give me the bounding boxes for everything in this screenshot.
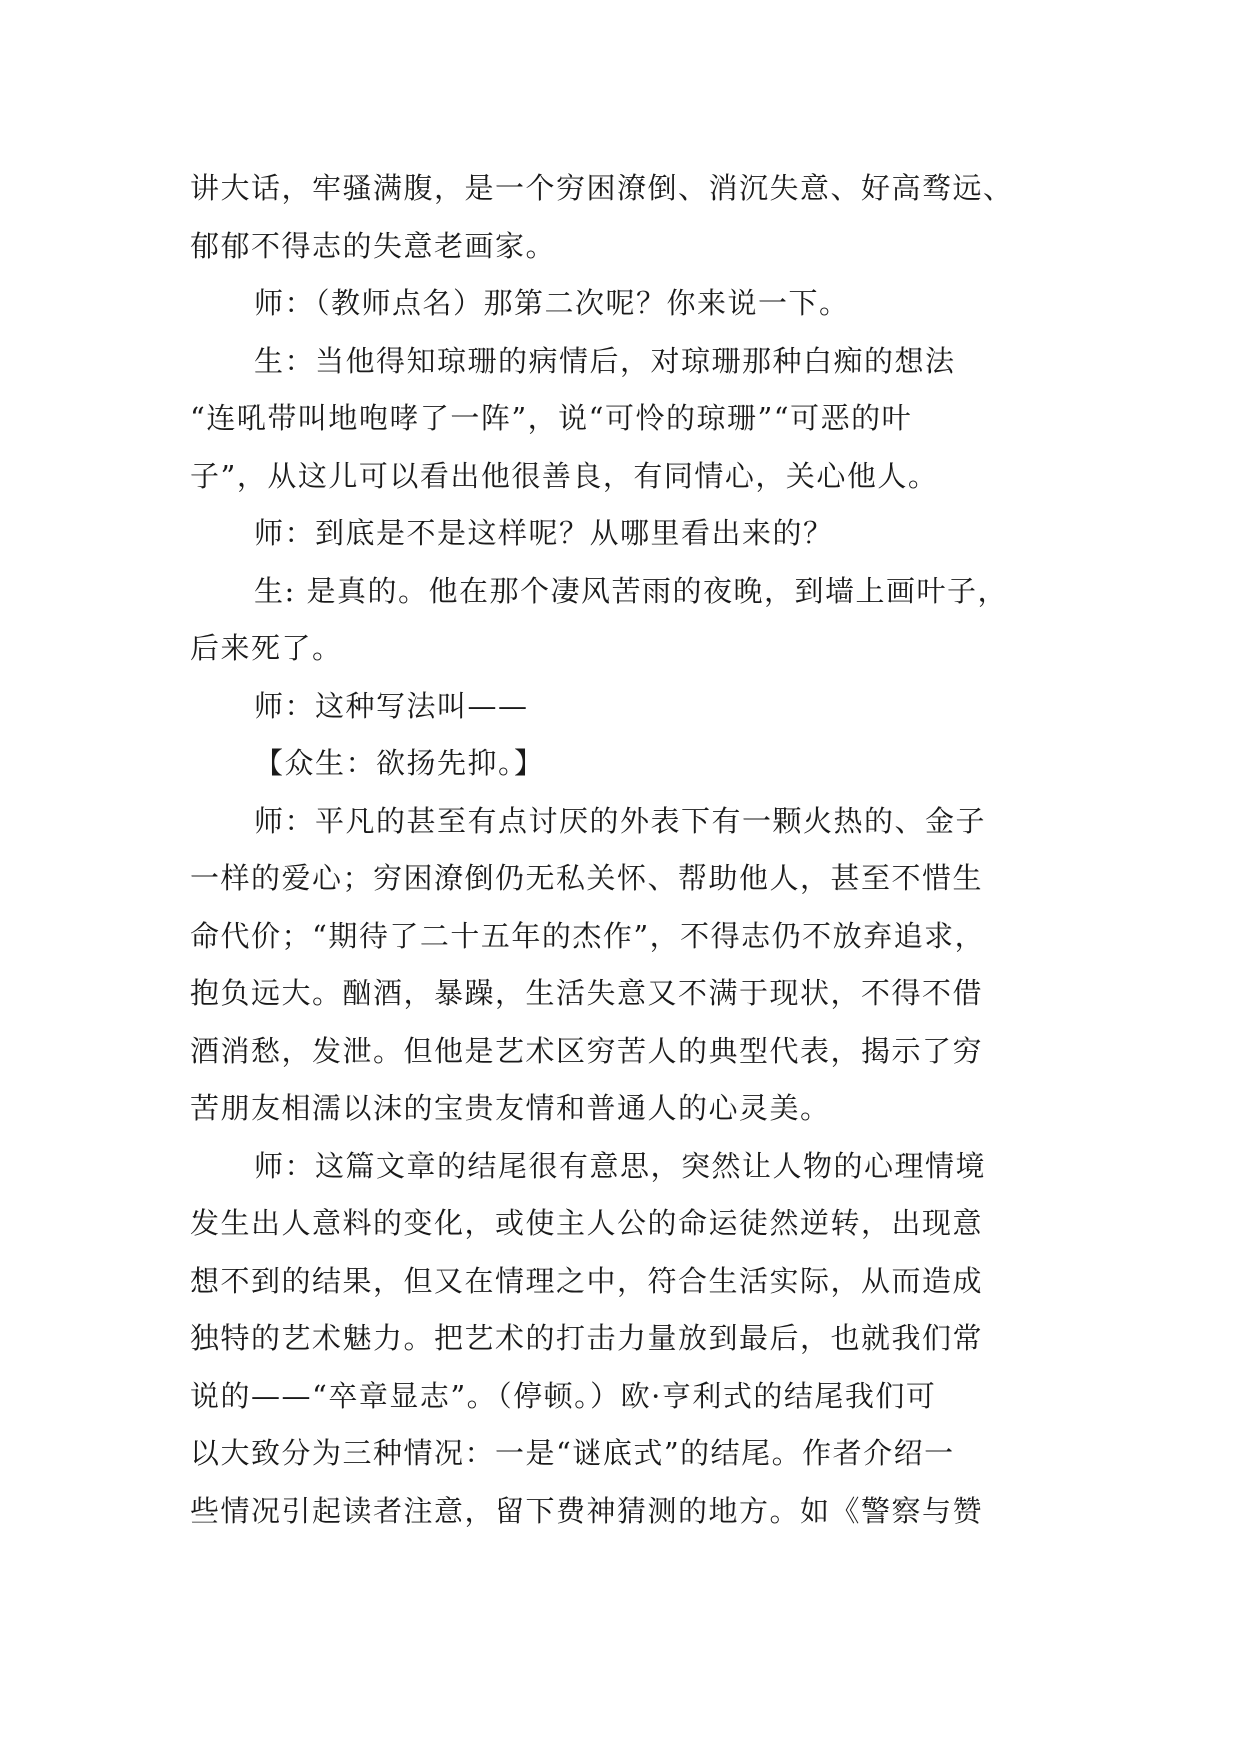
body-text — [190, 160, 1060, 1540]
text-line: 师：这篇文章的结尾很有意思，突然让人物的心理情境 — [254, 1148, 987, 1183]
text-line: 些情况引起读者注意，留下费神猜测的地方。如《警察与赞 — [190, 1493, 984, 1528]
text-line: 独特的艺术魅力。把艺术的打击力量放到最后，也就我们常 — [190, 1321, 984, 1355]
text-line: 生: 是真的。他在那个凄风苦雨的夜晚，到墙上画叶子， — [254, 573, 1008, 608]
text-line: “连吼带叫地咆哮了一阵”，说“可怜的琼珊”“可恶的叶 — [190, 401, 913, 435]
text-line: 生：当他得知琼珊的病情后，对琼珊那种白痴的想法 — [254, 343, 956, 378]
text-line: 命代价；“期待了二十五年的杰作”，不得志仍不放弃追求， — [190, 918, 986, 953]
text-line: 后来死了。 — [190, 631, 343, 665]
text-line: 郁郁不得志的失意老画家。 — [190, 228, 557, 263]
text-line: 以大致分为三种情况：一是“谜底式”的结尾。作者介绍一 — [190, 1436, 955, 1470]
text-line: 师：到底是不是这样呢？从哪里看出来的？ — [254, 516, 834, 550]
text-line: 一样的爱心；穷困潦倒仍无私关怀、帮助他人，甚至不惜生 — [190, 861, 984, 895]
text-line: 师：这种写法叫—— — [254, 688, 529, 723]
text-line: 子”，从这儿可以看出他很善良，有同情心，关心他人。 — [190, 458, 939, 493]
text-line: 讲大话，牢骚满腹，是一个穷困潦倒、消沉失意、好高骛远、 — [190, 171, 1014, 205]
text-line: 苦朋友相濡以沫的宝贵友情和普通人的心灵美。 — [190, 1091, 831, 1125]
text-line: 师：平凡的甚至有点讨厌的外表下有一颗火热的、金子 — [254, 803, 987, 838]
text-line: 抱负远大。酗酒，暴躁，生活失意又不满于现状，不得不借 — [190, 976, 984, 1010]
text-line: 想不到的结果，但又在情理之中，符合生活实际，从而造成 — [190, 1263, 984, 1298]
text-line: 说的——“卒章显志”。（停顿。）欧·亨利式的结尾我们可 — [190, 1378, 937, 1413]
text-line: 发生出人意料的变化，或使主人公的命运徒然逆转，出现意 — [190, 1206, 984, 1240]
text-line: 师：（教师点名）那第二次呢？你来说一下。 — [254, 286, 850, 320]
text-line: 【众生：欲扬先抑。】 — [254, 746, 545, 780]
text-line: 酒消愁，发泄。但他是艺术区穷苦人的典型代表，揭示了穷 — [190, 1033, 984, 1068]
